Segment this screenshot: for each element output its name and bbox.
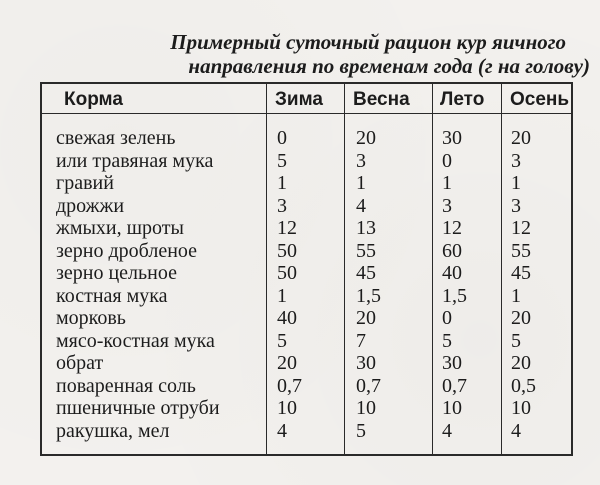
feed-name: костная мука [56,284,168,307]
winter-value: 1 [277,172,287,194]
summer-value: 10 [442,397,462,419]
summer-value: 40 [442,262,462,284]
winter-value: 50 [277,239,297,262]
table-body [42,127,571,442]
table-title-line-2: направления по временам года (г на голову) [188,54,590,78]
summer-value: 30 [442,352,462,374]
autumn-value: 12 [511,217,531,239]
winter-value: 12 [277,217,297,239]
winter-value: 20 [277,352,297,374]
autumn-value: 1 [511,284,521,307]
winter-value: 10 [277,397,297,419]
spring-value: 20 [356,307,376,329]
spring-value: 13 [356,217,376,239]
spring-value: 45 [356,262,376,284]
table-row [42,240,571,263]
autumn-value: 20 [511,307,531,329]
table-row [42,352,571,375]
table-row [42,262,571,285]
feed-name: обрат [56,352,104,374]
table-row [42,307,571,330]
winter-value: 5 [277,329,287,352]
winter-value: 3 [277,194,287,217]
autumn-value: 45 [511,262,531,284]
header-divider [42,113,571,114]
table-row [42,420,571,443]
summer-value: 3 [442,194,452,217]
feed-name: мясо-костная мука [56,329,215,352]
feed-name: или травяная мука [56,149,214,172]
ration-table [40,82,573,456]
winter-value: 5 [277,149,287,172]
autumn-value: 4 [511,419,521,442]
winter-value: 1 [277,284,287,307]
table-row [42,330,571,353]
winter-value: 40 [277,307,297,329]
header-summer: Лето [440,89,485,110]
autumn-value: 20 [511,127,531,149]
table-row [42,195,571,218]
spring-value: 10 [356,397,376,419]
spring-value: 1,5 [356,284,381,307]
summer-value: 12 [442,217,462,239]
table-row [42,217,571,240]
autumn-value: 1 [511,172,521,194]
winter-value: 4 [277,419,287,442]
feed-name: гравий [56,172,114,194]
summer-value: 0 [442,149,452,172]
spring-value: 3 [356,149,366,172]
table-row [42,375,571,398]
feed-name: жмыхи, шроты [56,217,184,239]
summer-value: 0 [442,307,452,329]
autumn-value: 55 [511,239,531,262]
autumn-value: 5 [511,329,521,352]
summer-value: 0,7 [442,374,467,397]
autumn-value: 10 [511,397,531,419]
autumn-value: 3 [511,149,521,172]
autumn-value: 0,5 [511,374,536,397]
spring-value: 4 [356,194,366,217]
summer-value: 4 [442,419,452,442]
header-feed: Корма [64,89,123,110]
spring-value: 5 [356,419,366,442]
feed-name: зерно дробленое [56,239,198,262]
summer-value: 5 [442,329,452,352]
header-spring: Весна [353,89,410,110]
winter-value: 50 [277,262,297,284]
table-row [42,127,571,150]
winter-value: 0,7 [277,374,302,397]
feed-name: свежая зелень [56,127,176,149]
spring-value: 7 [356,329,366,352]
feed-name: пшеничные отруби [56,397,220,419]
header-autumn: Осень [510,89,570,110]
autumn-value: 20 [511,352,531,374]
spring-value: 55 [356,239,376,262]
feed-name: ракушка, мел [56,419,170,442]
spring-value: 0,7 [356,374,381,397]
summer-value: 1,5 [442,284,467,307]
feed-name: поваренная соль [56,374,196,397]
summer-value: 60 [442,239,462,262]
summer-value: 1 [442,172,452,194]
autumn-value: 3 [511,194,521,217]
spring-value: 1 [356,172,366,194]
table-row [42,285,571,308]
table-row [42,150,571,173]
feed-name: зерно цельное [56,262,177,284]
header-winter: Зима [275,89,323,110]
summer-value: 30 [442,127,462,149]
table-row [42,172,571,195]
table-row [42,397,571,420]
feed-name: дрожжи [56,194,125,217]
table-title-line-1: Примерный суточный рацион кур яичного [170,30,566,54]
spring-value: 20 [356,127,376,149]
winter-value: 0 [277,127,287,149]
spring-value: 30 [356,352,376,374]
feed-name: морковь [56,307,126,329]
